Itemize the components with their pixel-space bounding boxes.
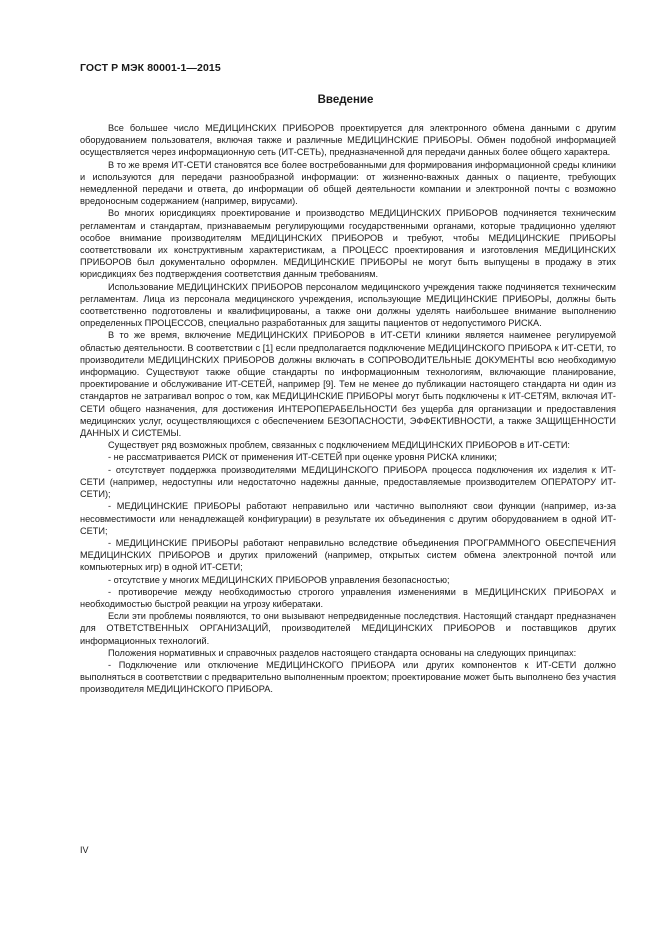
paragraph: Если эти проблемы появляются, то они вызывают непредвиденные последствия. Настоящий стандарт предназначен для ОТВЕТСТВЕННЫХ ОРГАНИЗАЦИЙ, производителей МЕДИЦИНСКИХ ПРИБОРОВ и поставщиков других информационных технологий. bbox=[80, 611, 616, 646]
list-item: - противоречие между необходимостью строгого управления изменениями в МЕДИЦИНСКИХ ПРИБОРАХ и необходимостью быстрой реакции на угрозу кибератаки. bbox=[80, 586, 616, 609]
paragraph: Во многих юрисдикциях проектирование и производство МЕДИЦИНСКИХ ПРИБОРОВ подчиняется техническим регламентам и стандартам, признаваемым регулирующими государственными органами, которые традиционно уделяют особое внимание производителям МЕДИЦИНСКИХ ПРИБОРОВ и требуют, чтобы МЕДИЦИНСКИЕ ПРИБОРЫ соответствовали их конструктивным характеристикам, а ПРОЦЕСС проектирования и изготовления МЕДИЦИНСКИХ ПРИБОРОВ был документально оформлен. МЕДИЦИНСКИЕ ПРИБОРЫ не могут быть выпущены в продажу в этих юрисдикциях без подтверждения соответствия данным требованиям. bbox=[80, 208, 616, 280]
list-item: - Подключение или отключение МЕДИЦИНСКОГО ПРИБОРА или других компонентов к ИТ-СЕТИ должно выполняться в соответствии с предварительно выполненным проектом; проектирование может быть выполнено без участия производителя МЕДИЦИНСКОГО ПРИБОРА. bbox=[80, 659, 616, 695]
list-item: - не рассматривается РИСК от применения ИТ-СЕТЕЙ при оценке уровня РИСКА клиники; bbox=[108, 452, 497, 463]
body-text bbox=[80, 122, 616, 696]
list-item: - МЕДИЦИНСКИЕ ПРИБОРЫ работают неправильно вследствие объединения ПРОГРАММНОГО ОБЕСПЕЧЕНИЯ МЕДИЦИНСКИХ ПРИБОРОВ и других приложений (например, открытых систем обмена электронной почтой или компьютерных игр) в одной ИТ-СЕТИ; bbox=[80, 537, 616, 573]
list-item: - отсутствие у многих МЕДИЦИНСКИХ ПРИБОРОВ управления безопасностью; bbox=[108, 574, 450, 585]
paragraph: Использование МЕДИЦИНСКИХ ПРИБОРОВ персоналом медицинского учреждения также подчиняется техническим регламентам. Лица из персонала медицинского учреждения, использующие МЕДИЦИНСКИЕ ПРИБОРЫ, должны быть соответственно подготовлены и квалифицированы, а также они должны уделять наибольшее внимание выполнению определенных ПРОЦЕССОВ, специально разработанных для защиты пациентов от недопустимого РИСКА. bbox=[80, 281, 616, 329]
paragraph: В то же время, включение МЕДИЦИНСКИХ ПРИБОРОВ в ИТ-СЕТИ клиники является наименее регулируемой областью деятельности. В соответствии с [1] если предполагается подключение МЕДИЦИНСКОГО ПРИБОРА к ИТ-СЕТИ, то производители МЕДИЦИНСКИХ ПРИБОРОВ должны включать в СОПРОВОДИТЕЛЬНЫЕ ДОКУМЕНТЫ всю необходимую информацию. Существуют также общие стандарты по информационным технологиям, включающие планирование, проектирование и обслуживание ИТ-СЕТЕЙ, например [9]. Тем не менее до публикации настоящего стандарта ни один из стандартов не затрагивал вопрос о том, как МЕДИЦИНСКИЕ ПРИБОРЫ могут быть подключены к ИТ-СЕТЯМ, включая ИТ-СЕТИ общего назначения, для достижения ИНТЕРОПЕРАБЕЛЬНОСТИ без ущерба для организации и предоставления медицинских услуг, осуществляющихся с обеспечением БЕЗОПАСНОСТИ, ЭФФЕКТИВНОСТИ, а также ЗАЩИЩЕННОСТИ ДАННЫХ И СИСТЕМЫ. bbox=[80, 330, 616, 439]
section-title bbox=[0, 94, 661, 106]
list-item: - отсутствует поддержка производителями МЕДИЦИНСКОГО ПРИБОРА процесса подключения их изделия к ИТ-СЕТИ (например, недоступны или недостаточно надежны данные, предоставляемые производителем ОПЕРАТОРУ ИТ-СЕТИ); bbox=[80, 464, 616, 500]
list-item: - МЕДИЦИНСКИЕ ПРИБОРЫ работают неправильно или частично выполняют свои функции (например, из-за несовместимости или ненадлежащей конфигурации) в результате их объединения с другим оборудованием в одной ИТ-СЕТИ; bbox=[80, 501, 616, 536]
page-number: IV bbox=[80, 845, 89, 855]
paragraph: В то же время ИТ-СЕТИ становятся все более востребованными для формирования информационной среды клиники и используются для передачи разнообразной информации: от жизненно-важных данных о пациенте, требующих немедленной передачи и ответа, до информации об общей деятельности компании и электронной почты с возможно вредоносным содержанием (например, вирусами). bbox=[80, 159, 616, 207]
section-title-text: Введение bbox=[317, 94, 374, 106]
standard-id-header: ГОСТ Р МЭК 80001-1—2015 bbox=[80, 62, 221, 74]
paragraph: Положения нормативных и справочных разделов настоящего стандарта основаны на следующих принципах: bbox=[108, 647, 577, 658]
paragraph: Существует ряд возможных проблем, связанных с подключением МЕДИЦИНСКИХ ПРИБОРОВ в ИТ-СЕТИ: bbox=[108, 440, 570, 451]
paragraph: Все большее число МЕДИЦИНСКИХ ПРИБОРОВ проектируется для электронного обмена данными с другим оборудованием пользователя, включая также и различные МЕДИЦИНСКИЕ ПРИБОРЫ. Обмен подобной информацией осуществляется через информационную сеть (ИТ-СЕТЬ), предназначенной для передачи данных более общего характера. bbox=[80, 123, 616, 158]
